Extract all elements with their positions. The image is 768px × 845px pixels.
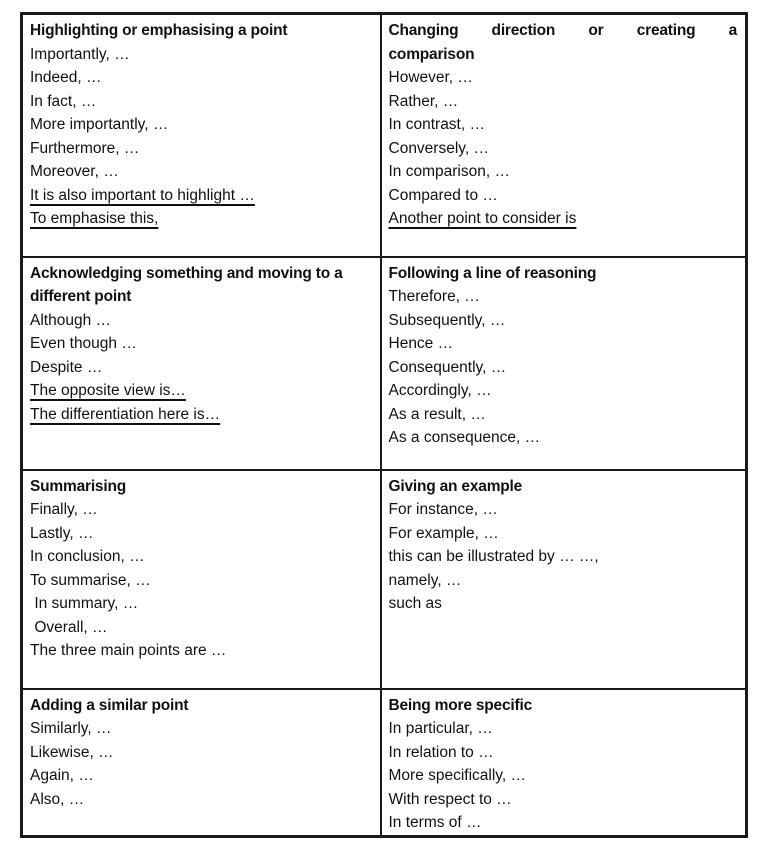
- category-title-line: Following a line of reasoning: [388, 264, 597, 282]
- category-title-line: Adding a similar point: [30, 696, 189, 714]
- phrase-line: More importantly, …: [30, 116, 169, 133]
- phrase-line: Moreover, …: [30, 163, 119, 180]
- phrase-line: Again, …: [30, 767, 94, 784]
- phrase-line: Although …: [30, 311, 111, 329]
- phrase-line: Furthermore, …: [30, 139, 140, 157]
- phrase-line: Despite …: [30, 358, 103, 376]
- category-title: [30, 475, 372, 499]
- phrase-line: this can be illustrated by … …,: [388, 548, 599, 565]
- phrase-line: For instance, …: [388, 501, 498, 518]
- phrase-line: To emphasise this,: [30, 210, 159, 227]
- phrase-line: In comparison, …: [388, 163, 510, 180]
- phrase-line: In particular, …: [388, 720, 493, 737]
- category-title: [389, 19, 738, 66]
- phrase-line: For example, …: [388, 524, 499, 542]
- phrase-line: Similarly, …: [30, 720, 112, 737]
- phrase-line: As a result, …: [388, 405, 486, 423]
- phrase-line: namely, …: [388, 571, 462, 589]
- phrase-line: Therefore, …: [388, 288, 480, 305]
- phrase-line: such as: [388, 595, 442, 612]
- phrase-line: Finally, …: [30, 501, 98, 518]
- category-title-line: comparison: [388, 45, 475, 63]
- category-title-line: different point: [30, 288, 132, 305]
- category-title-line: Being more specific: [388, 696, 532, 714]
- phrase-line: Likewise, …: [30, 743, 114, 761]
- phrase-line: Even though …: [30, 335, 137, 352]
- phrase-line: In relation to …: [388, 743, 494, 761]
- phrase-line: It is also important to highlight …: [30, 186, 255, 204]
- category-title: [389, 262, 738, 286]
- phrase-line: Indeed, …: [30, 69, 102, 86]
- phrase-line: In conclusion, …: [30, 548, 145, 565]
- category-title: [30, 694, 372, 718]
- category-title: [30, 262, 372, 309]
- linking-words-table: [20, 12, 748, 838]
- phrase-line: In contrast, …: [388, 116, 485, 133]
- category-title-line: Acknowledging something and moving to a: [30, 264, 343, 282]
- phrase-line: To summarise, …: [30, 571, 151, 589]
- category-title-line: Summarising: [30, 477, 126, 495]
- phrase-line: Accordingly, …: [388, 382, 492, 399]
- table-cell-highlighting-or-emphasising-a-point: [22, 14, 381, 257]
- table-row: [22, 257, 747, 470]
- phrase-line: The differentiation here is…: [30, 405, 221, 423]
- phrase-line: Hence …: [388, 335, 454, 352]
- phrase-line: However, …: [388, 69, 473, 86]
- category-title-line: Highlighting or emphasising a point: [30, 22, 288, 39]
- phrase-line: In fact, …: [30, 92, 97, 110]
- category-title-line: Changing direction or creating a: [388, 22, 737, 39]
- table-cell-following-a-line-of-reasoning: [381, 257, 747, 470]
- phrase-line: Also, …: [30, 790, 85, 808]
- category-title: [389, 475, 738, 499]
- phrase-line: The three main points are …: [30, 642, 227, 659]
- phrase-line: Subsequently, …: [388, 311, 506, 329]
- table-cell-acknowledging-something-and-moving-to-a-different-point: [22, 257, 381, 470]
- phrase-line: Another point to consider is: [388, 210, 577, 227]
- phrase-line: Lastly, …: [30, 524, 94, 542]
- phrase-line: The opposite view is…: [30, 382, 186, 399]
- table-cell-summarising: [22, 470, 381, 689]
- table-row: [22, 689, 747, 837]
- table-row: [22, 14, 747, 257]
- table-row: [22, 470, 747, 689]
- table-cell-being-more-specific: [381, 689, 747, 837]
- phrase-line: As a consequence, …: [388, 429, 541, 446]
- phrase-line: Rather, …: [388, 92, 459, 110]
- table-cell-giving-an-example: [381, 470, 747, 689]
- phrase-line: More specifically, …: [388, 767, 527, 784]
- table-container: [20, 12, 748, 838]
- category-title: [30, 19, 372, 43]
- phrase-line: Consequently, …: [388, 358, 507, 376]
- category-title: [389, 694, 738, 718]
- phrase-line: In terms of …: [388, 814, 482, 831]
- linking-words-table-body: [22, 14, 747, 837]
- category-title-line: Giving an example: [388, 477, 523, 495]
- table-cell-changing-direction-or-creating-a-comparison: [381, 14, 747, 257]
- phrase-line: Compared to …: [388, 186, 498, 204]
- phrase-line: Overall, …: [30, 618, 108, 636]
- phrase-line: Conversely, …: [388, 139, 489, 157]
- phrase-line: Importantly, …: [30, 45, 130, 63]
- phrase-line: With respect to …: [388, 790, 512, 808]
- table-cell-adding-a-similar-point: [22, 689, 381, 837]
- phrase-line: In summary, …: [30, 595, 139, 612]
